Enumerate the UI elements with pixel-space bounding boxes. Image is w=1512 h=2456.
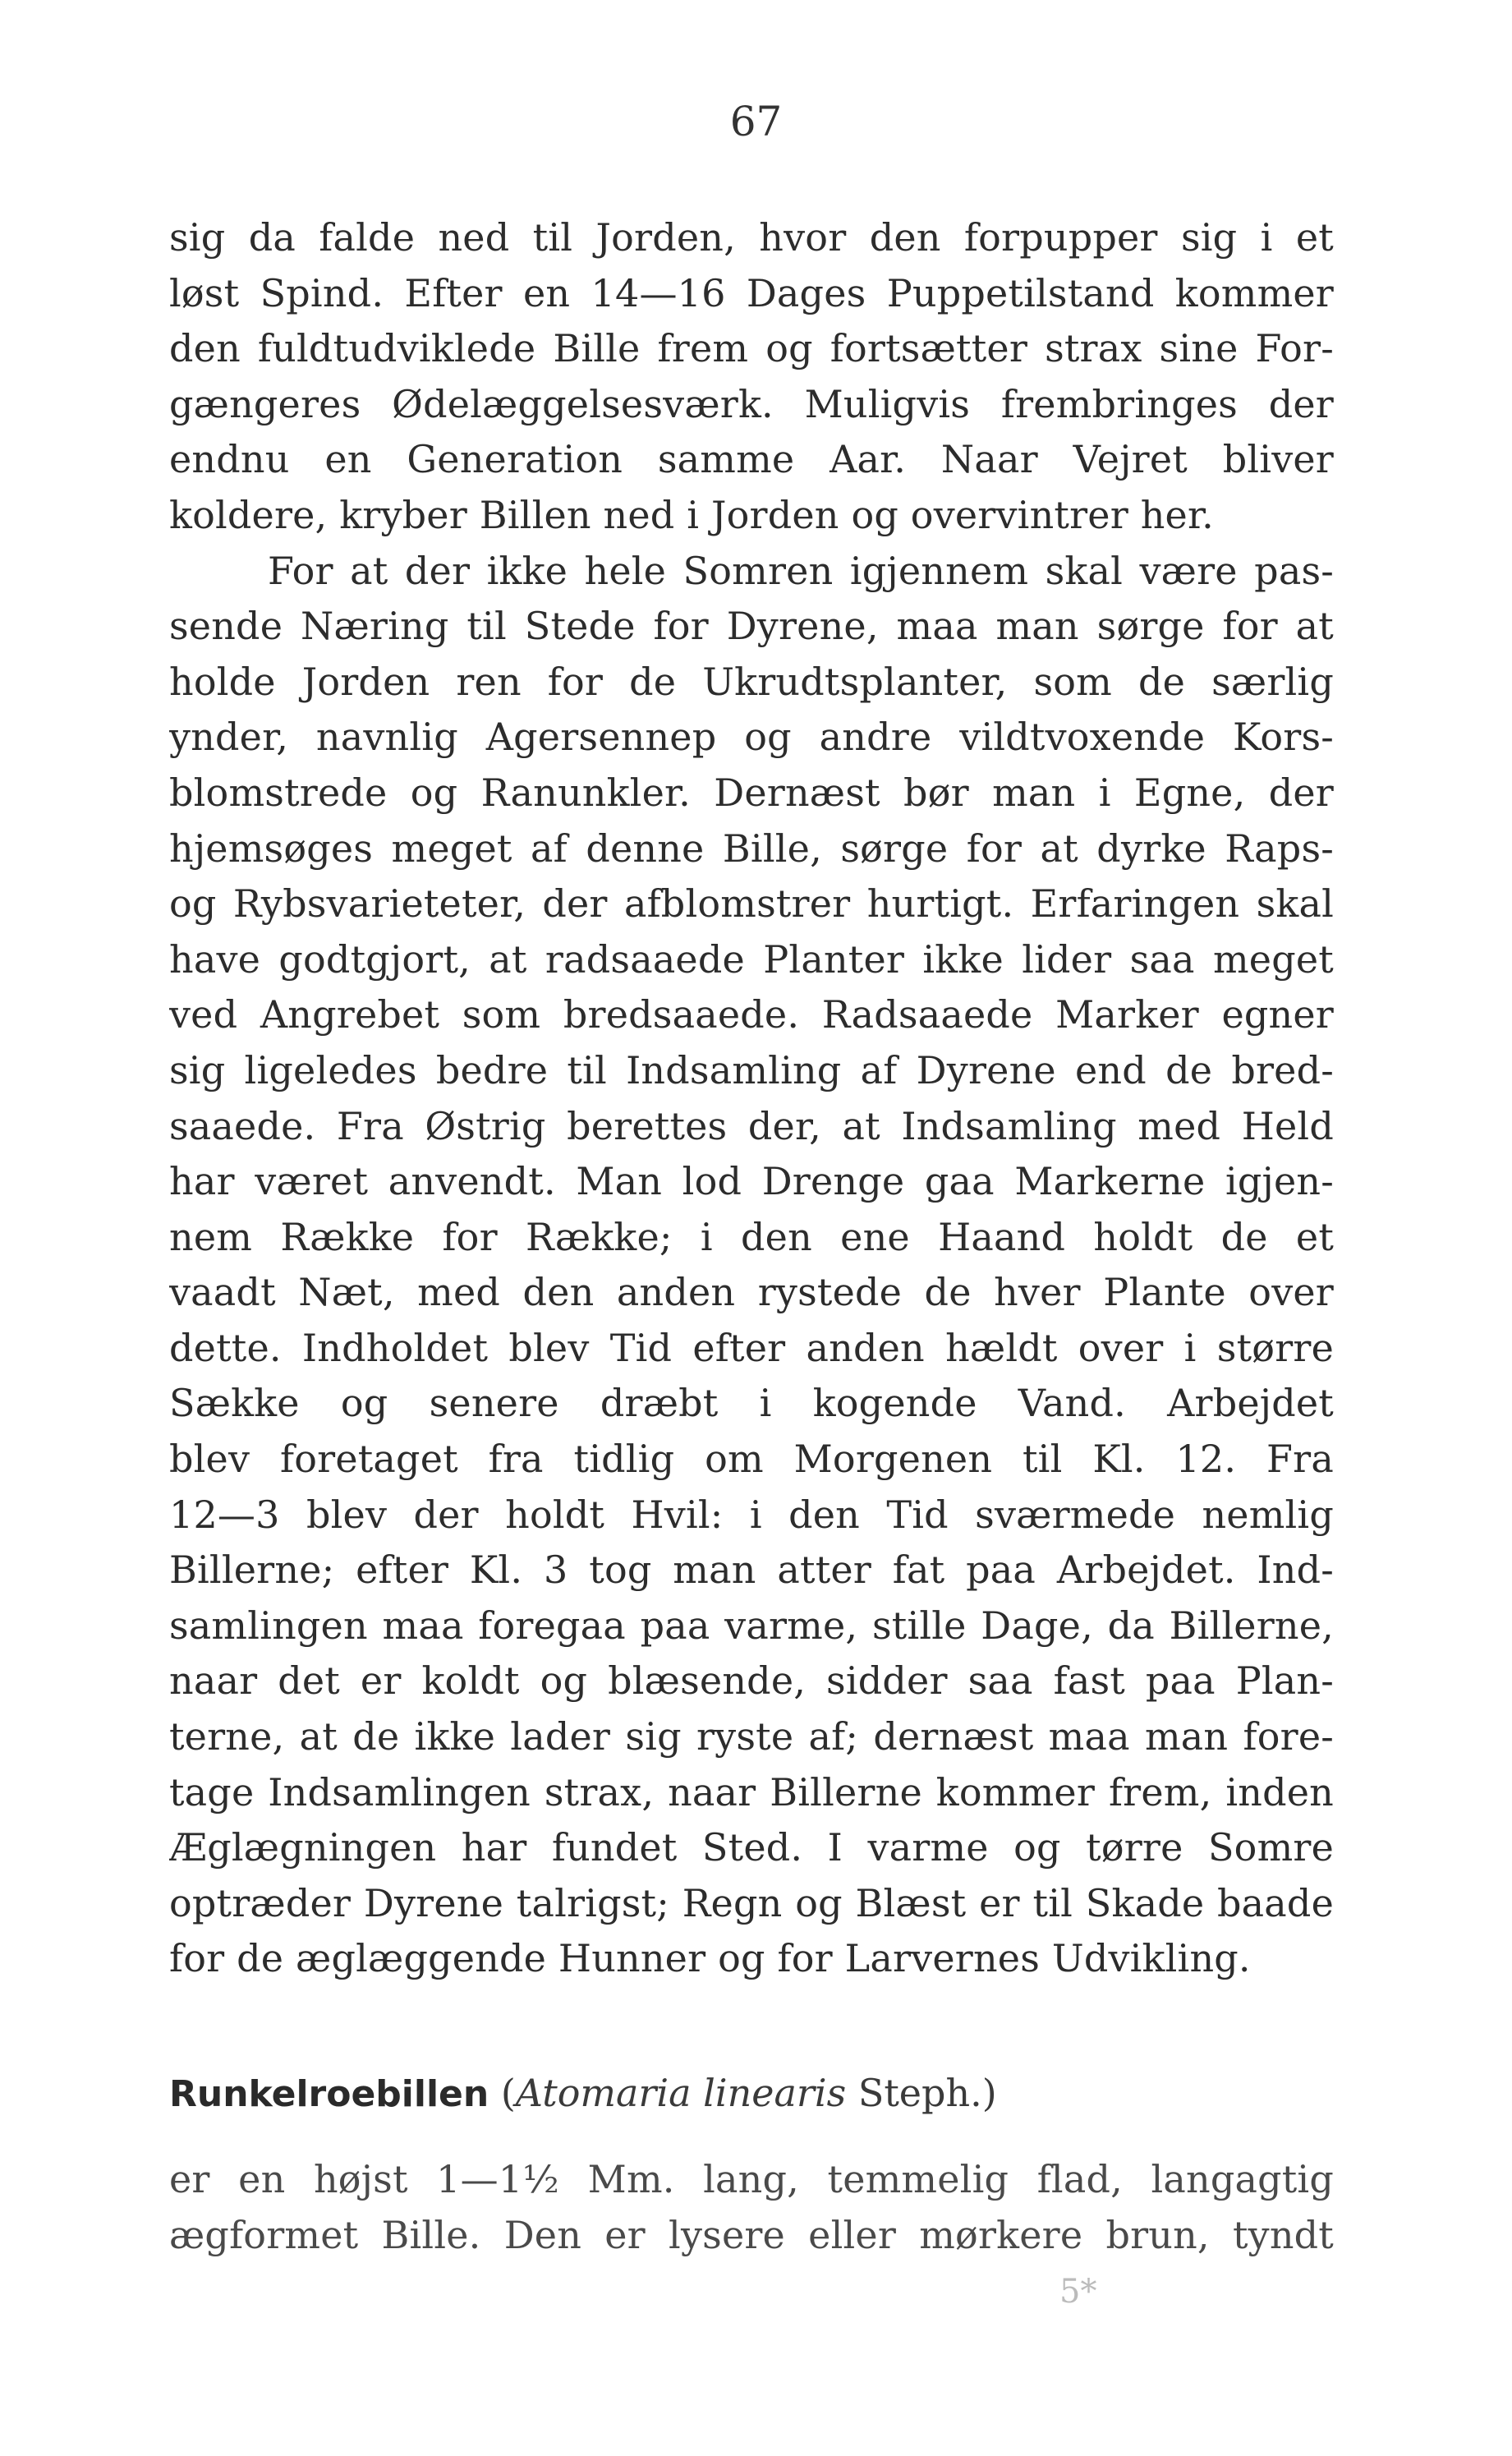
text-line: er en højst 1—1½ Mm. lang, temmelig flad, langagtig [169, 2157, 1334, 2201]
text-line: sig da falde ned til Jorden, hvor den forpupper sig i et [169, 215, 1334, 260]
text-line: den fuldtudviklede Bille frem og fortsætter strax sine For- [169, 326, 1334, 371]
text-line: For at der ikke hele Somren igjennem skal være pas- [268, 548, 1334, 593]
text-line: blev foretaget fra tidlig om Morgenen til Kl. 12. Fra [169, 1437, 1334, 1482]
text-line: sende Næring til Stede for Dyrene, maa man sørge for at [169, 604, 1334, 649]
text-line: har været anvendt. Man lod Drenge gaa Markerne igjen- [169, 1159, 1334, 1204]
text-line: for de æglæggende Hunner og for Larvernes Udvikling. [169, 1936, 1251, 1981]
text-line: holde Jorden ren for de Ukrudtsplanter, som de særlig [169, 659, 1334, 704]
text-line: koldere, kryber Billen ned i Jorden og overvintrer her. [169, 492, 1214, 537]
text-line: og Rybsvarieteter, der afblomstrer hurtigt. Erfaringen skal [169, 881, 1334, 927]
text-line: terne, at de ikke lader sig ryste af; dernæst maa man fore- [169, 1714, 1334, 1759]
heading-author: Steph.) [857, 2071, 997, 2115]
text-line: ægformet Bille. Den er lysere eller mørkere brun, tyndt [169, 2212, 1334, 2257]
text-line: ved Angrebet som bredsaaede. Radsaaede Marker egner [169, 992, 1334, 1037]
signature-mark: 5* [1059, 2273, 1097, 2311]
text-line: optræder Dyrene talrigst; Regn og Blæst er til Skade baade [169, 1880, 1334, 1925]
text-line: sig ligeledes bedre til Indsamling af Dyrene end de bred- [169, 1047, 1334, 1092]
text-line: 12—3 blev der holdt Hvil: i den Tid sværmede nemlig [169, 1492, 1334, 1537]
body-text [169, 210, 1334, 1987]
text-line: løst Spind. Efter en 14—16 Dages Puppetilstand kommer [169, 270, 1334, 315]
text-line: dette. Indholdet blev Tid efter anden hældt over i større [169, 1325, 1334, 1370]
text-line: Sække og senere dræbt i kogende Vand. Arbejdet [169, 1381, 1334, 1426]
text-line: have godtgjort, at radsaaede Planter ikke lider saa meget [169, 936, 1334, 982]
text-line: samlingen maa foregaa paa varme, stille Dage, da Billerne, [169, 1603, 1334, 1648]
text-line: Æglægningen har fundet Sted. I varme og tørre Somre [169, 1825, 1334, 1870]
section-text [169, 2152, 1334, 2263]
text-line: Billerne; efter Kl. 3 tog man atter fat paa Arbejdet. Ind- [169, 1548, 1334, 1593]
text-line: vaadt Næt, med den anden rystede de hver Plante over [169, 1270, 1334, 1315]
heading-species-name: Runkelroebillen [169, 2073, 489, 2115]
text-line: endnu en Generation samme Aar. Naar Vejret bliver [169, 437, 1334, 482]
text-line: naar det er koldt og blæsende, sidder saa fast paa Plan- [169, 1658, 1334, 1704]
section-heading [169, 2062, 1334, 2124]
text-line: blomstrede og Ranunkler. Dernæst bør man i Egne, der [169, 770, 1334, 815]
text-line: tage Indsamlingen strax, naar Billerne kommer frem, inden [169, 1769, 1334, 1814]
text-line: ynder, navnlig Agersennep og andre vildtvoxende Kors- [169, 715, 1334, 760]
text-line: saaede. Fra Østrig berettes der, at Indsamling med Held [169, 1103, 1334, 1148]
text-line: gængeres Ødelæggelsesværk. Muligvis frembringes der [169, 381, 1334, 426]
heading-latin-name: Atomaria linearis [515, 2071, 847, 2115]
page-number: 67 [729, 98, 783, 145]
heading-paren: ( [500, 2071, 516, 2115]
text-line: nem Række for Række; i den ene Haand holdt de et [169, 1214, 1334, 1259]
text-line: hjemsøges meget af denne Bille, sørge for at dyrke Raps- [169, 826, 1334, 871]
